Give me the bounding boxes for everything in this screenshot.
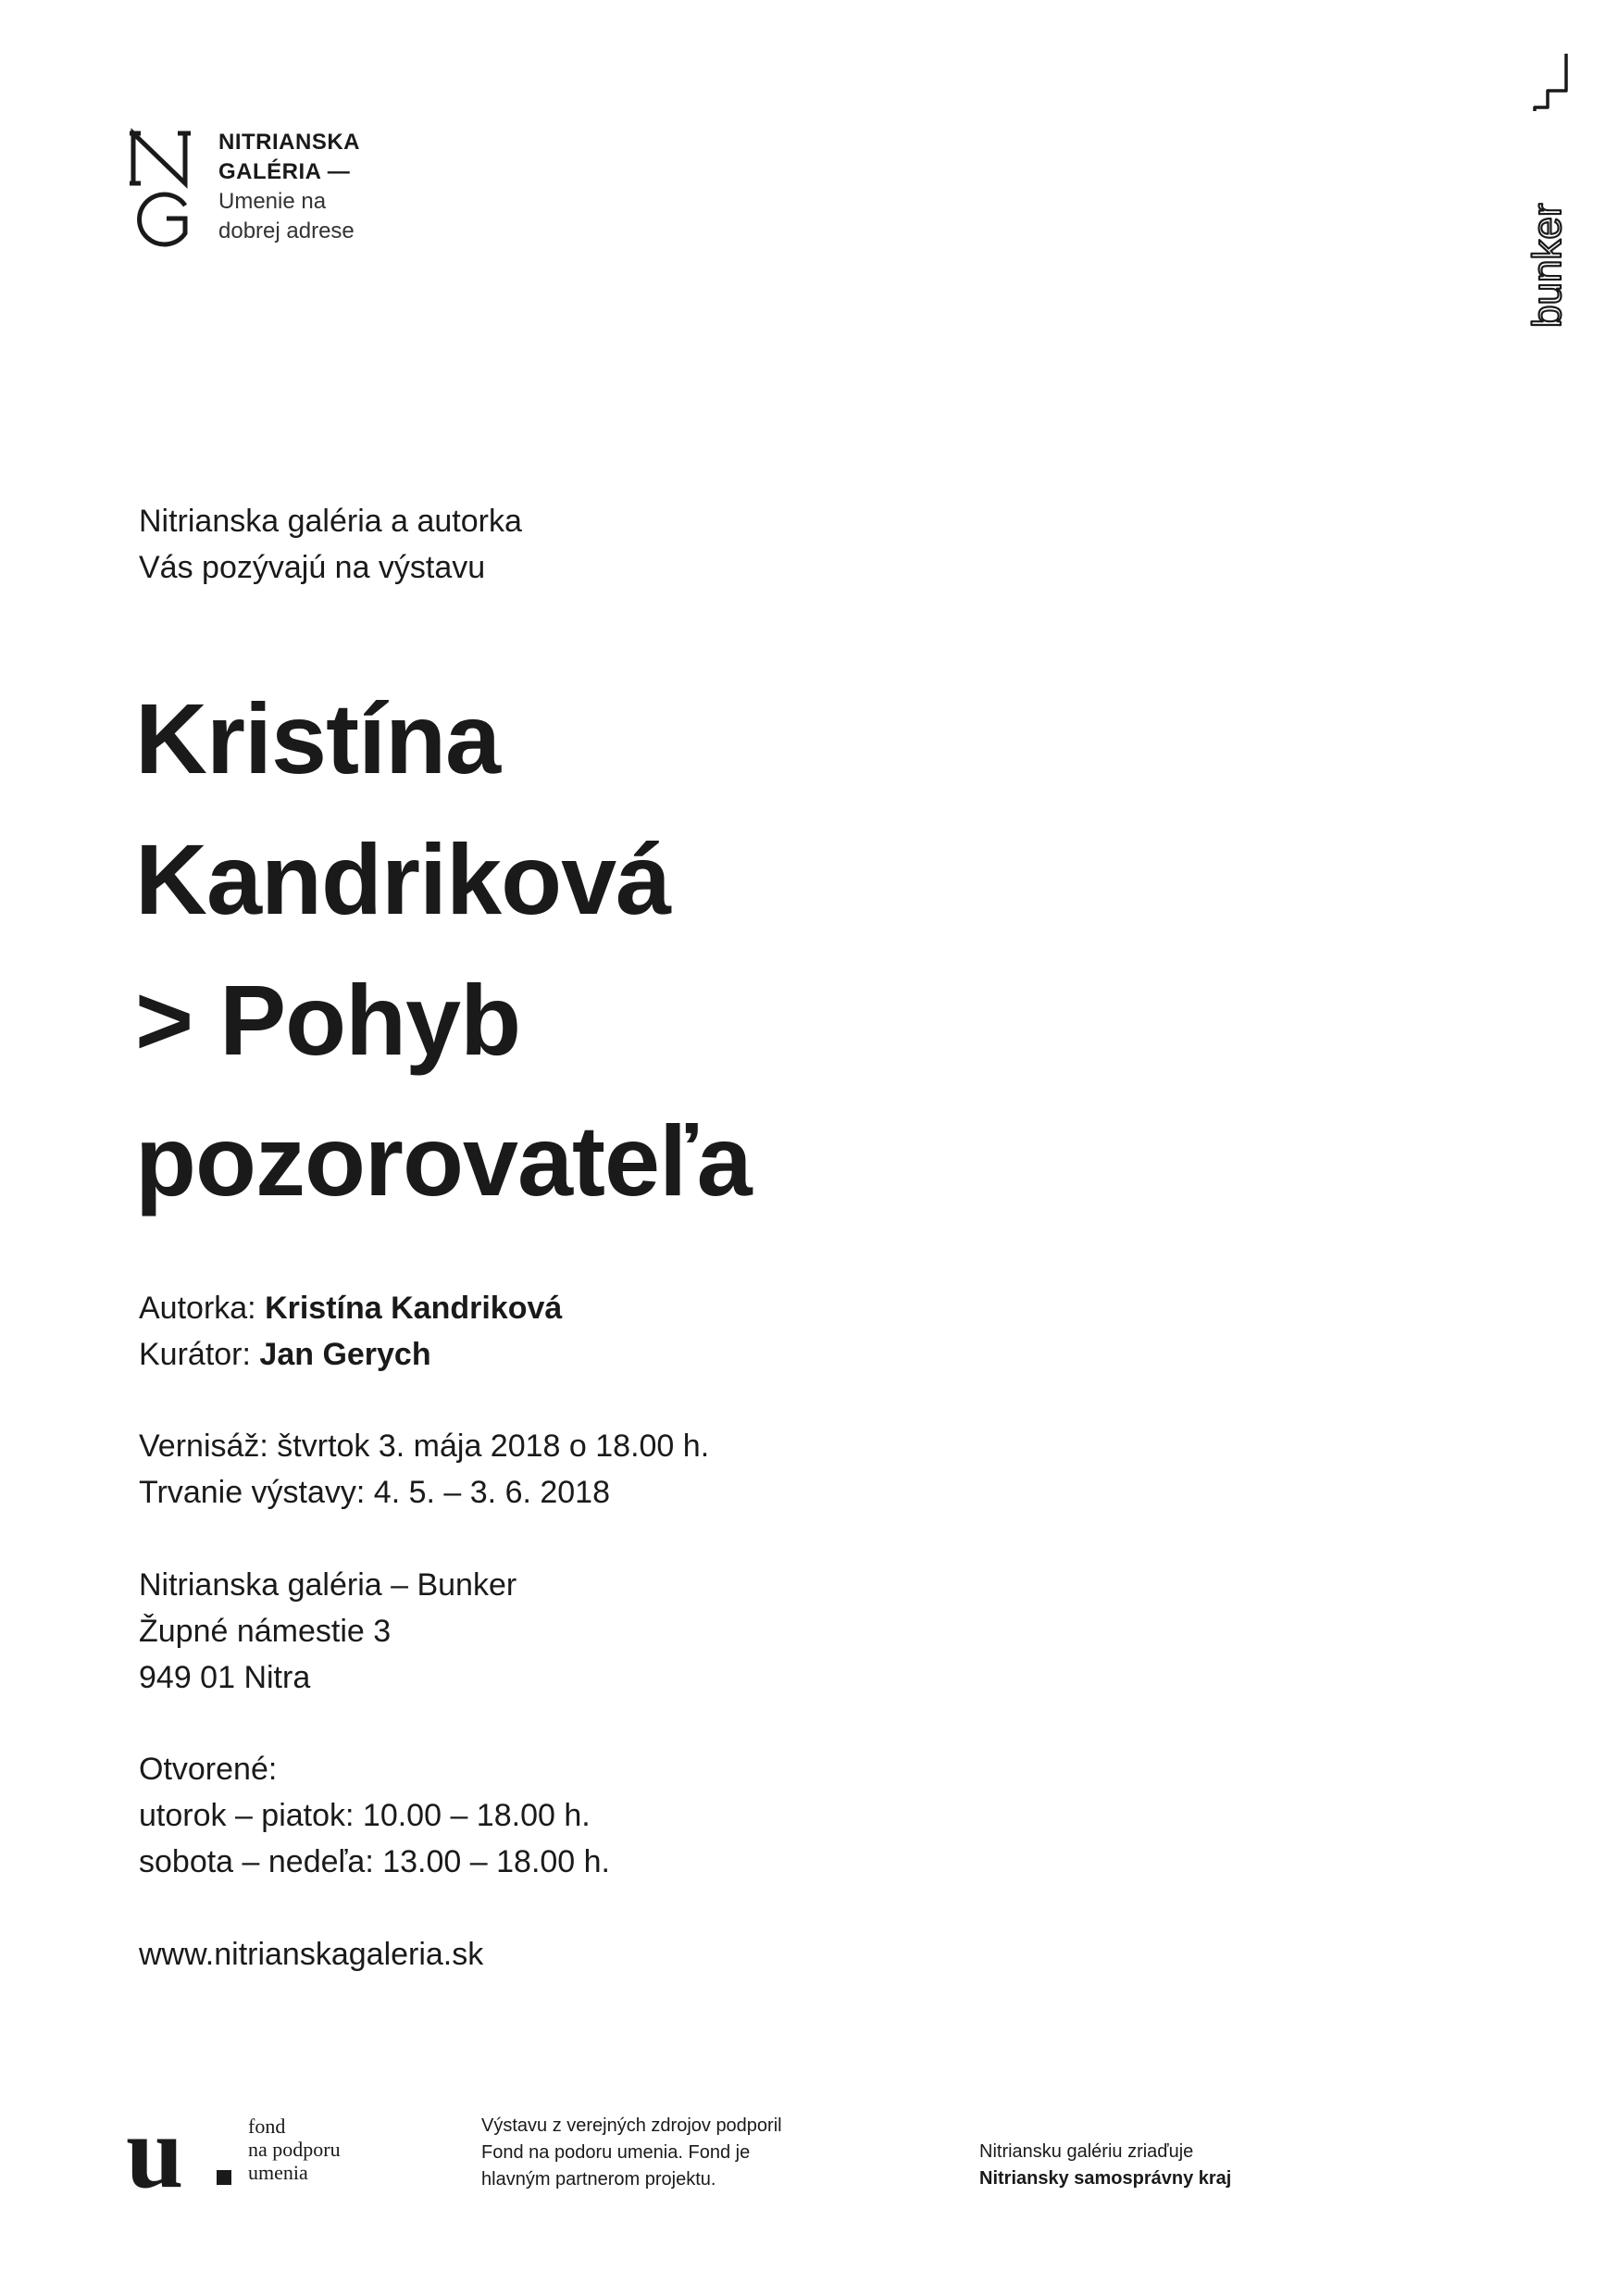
- exhibition-dates: [139, 1423, 709, 1516]
- fund-logo-text: [248, 2115, 341, 2184]
- fund-line3: umenia: [248, 2161, 308, 2184]
- exhibition-duration: Trvanie výstavy: 4. 5. – 3. 6. 2018: [139, 1475, 611, 1510]
- invitation-line1: Nitrianska galéria a autorka: [139, 504, 522, 539]
- gallery-tagline-line1: Umenie na: [218, 189, 327, 214]
- nitrianska-galeria-monogram-icon: [130, 130, 194, 245]
- credits: [139, 1285, 562, 1378]
- title-line2: Kandriková: [135, 823, 671, 935]
- curator-name: Jan Gerych: [259, 1337, 431, 1372]
- svg-text:bunker: bunker: [1525, 203, 1570, 328]
- gallery-name-line1: NITRIANSKA: [218, 130, 360, 155]
- title-line4: pozorovateľa: [135, 1104, 752, 1217]
- gallery-tagline-line2: dobrej adrese: [218, 218, 355, 243]
- support-line2: Fond na podoru umenia. Fond je: [481, 2142, 751, 2163]
- venue-address: [139, 1562, 517, 1701]
- author-name: Kristína Kandriková: [265, 1291, 563, 1326]
- fund-line1: fond: [248, 2115, 286, 2138]
- fund-line2: na podporu: [248, 2138, 341, 2161]
- opening-date: Vernisáž: štvrtok 3. mája 2018 o 18.00 h.: [139, 1429, 710, 1464]
- founder-note: [979, 2139, 1231, 2192]
- support-line3: hlavným partnerom projektu.: [481, 2169, 716, 2190]
- curator-label: Kurátor:: [139, 1337, 251, 1372]
- svg-text:u: u: [126, 2095, 184, 2210]
- fond-na-podporu-umenia-logo-icon: [126, 2095, 237, 2210]
- curator-row: [139, 1331, 562, 1378]
- author-label: Autorka:: [139, 1291, 256, 1326]
- support-note: [481, 2113, 782, 2193]
- venue-city: 949 01 Nitra: [139, 1660, 311, 1695]
- hours-weekend: sobota – nedeľa: 13.00 – 18.00 h.: [139, 1844, 611, 1879]
- invitation-line2: Vás pozývajú na výstavu: [139, 550, 486, 585]
- hours-weekdays: utorok – piatok: 10.00 – 18.00 h.: [139, 1798, 591, 1833]
- bunker-logo-icon: [1525, 54, 1574, 331]
- gallery-name-line2: GALÉRIA —: [218, 159, 351, 184]
- exhibition-title: [135, 668, 752, 1231]
- founder-line2: Nitriansky samosprávny kraj: [979, 2168, 1232, 2189]
- gallery-logo-text: [218, 128, 360, 246]
- invitation-text: [139, 498, 522, 591]
- hours-label: Otvorené:: [139, 1752, 278, 1787]
- venue-street: Župné námestie 3: [139, 1614, 392, 1649]
- website-link[interactable]: www.nitrianskagaleria.sk: [139, 1937, 484, 1972]
- title-line1: Kristína: [135, 682, 501, 794]
- venue-name: Nitrianska galéria – Bunker: [139, 1567, 517, 1603]
- opening-hours: [139, 1746, 610, 1885]
- support-line1: Výstavu z verejných zdrojov podporil: [481, 2115, 782, 2136]
- founder-line1: Nitriansku galériu zriaďuje: [979, 2141, 1194, 2162]
- title-line3: > Pohyb: [135, 964, 521, 1076]
- author-row: [139, 1285, 562, 1331]
